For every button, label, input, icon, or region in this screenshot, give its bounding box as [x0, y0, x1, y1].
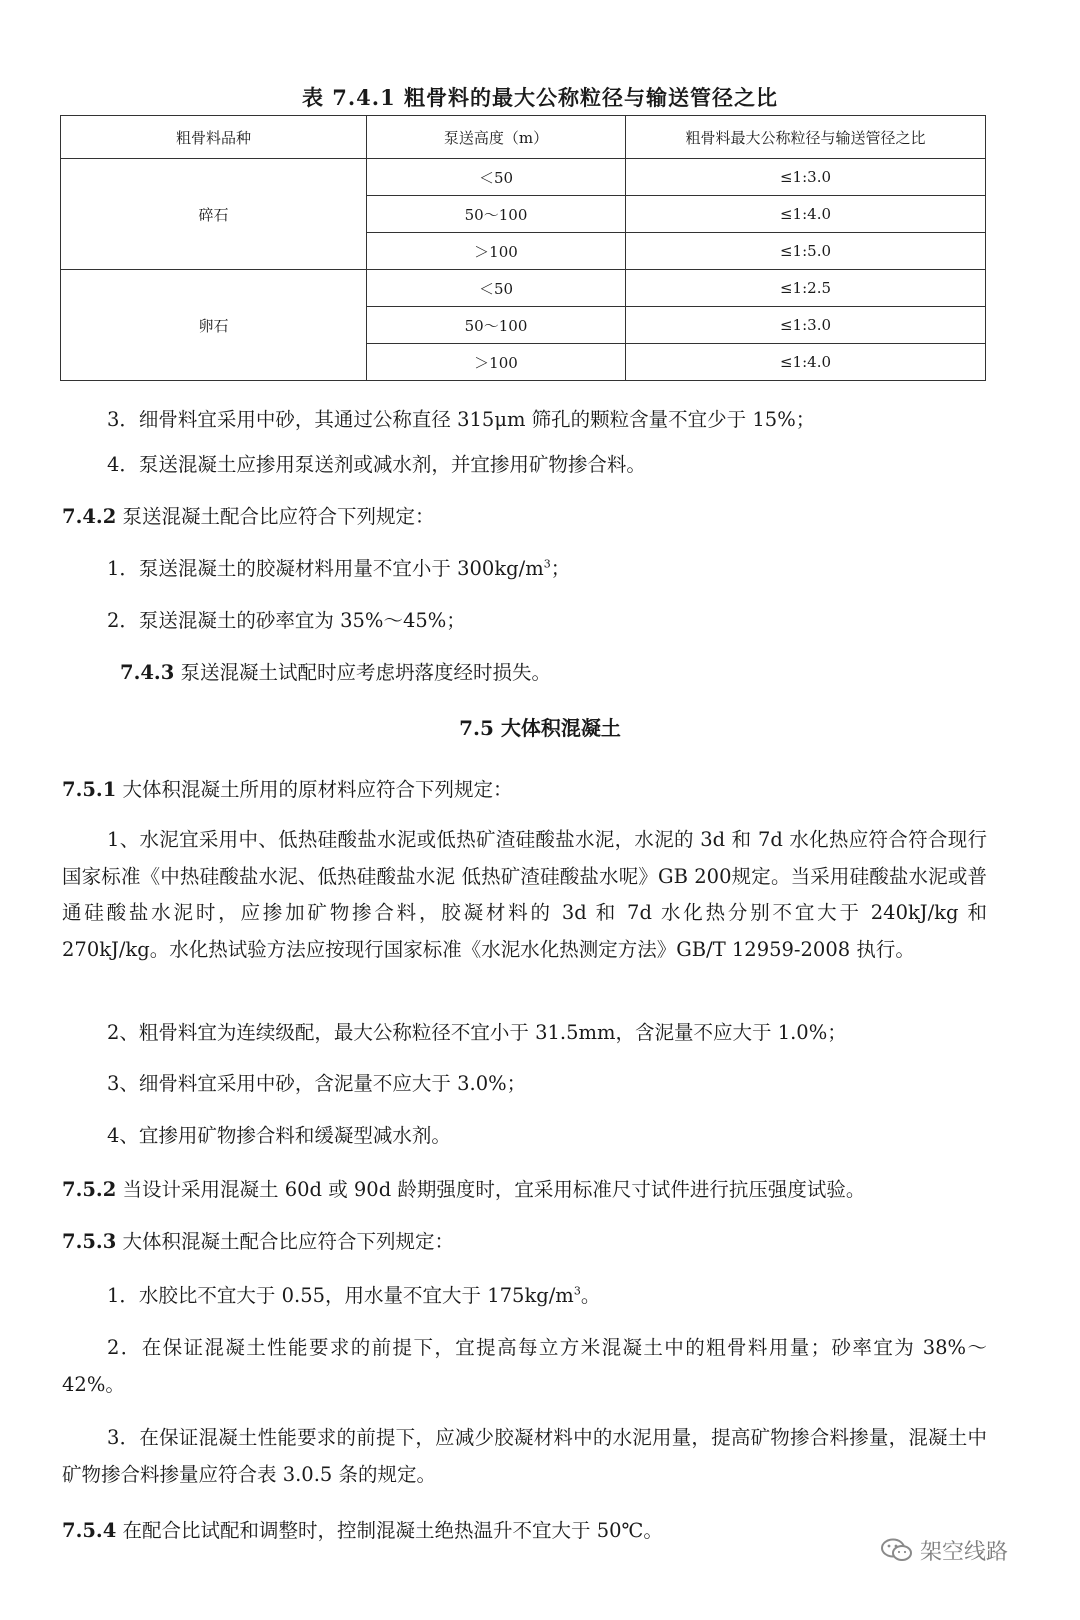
- table-title: 表 7.4.1 粗骨料的最大公称粒径与输送管径之比: [301, 85, 779, 110]
- table-header-cell: 粗骨料最大公称粒径与输送管径之比: [626, 116, 986, 159]
- clause-7-5-1-item-1: 1、水泥宜采用中、低热硅酸盐水泥或低热矿渣硅酸盐水泥，水泥的 3d 和 7d 水化热应符合符合现行国家标准《中热硅酸盐水泥、低热硅酸盐水泥 低热矿渣硅酸盐水呢》GB 200规定。当采用硅酸盐水泥或普通硅酸盐水泥时，应掺加矿物掺合料，胶凝材料的 3d 和 7d 水化热分别不宜大于 240kJ/kg 和 270kJ/kg。水化热试验方法应按现行国家标准《水泥水化热测定方法》GB/T 12959-2008 执行。: [62, 828, 987, 961]
- clause-7-5-4: [62, 1513, 663, 1549]
- clause-7-5-1: [62, 772, 513, 808]
- clause-text: 泵送混凝土配合比应符合下列规定：: [116, 505, 435, 528]
- clause-7-4-2: [62, 499, 435, 535]
- pump-height-cell: ＞100: [367, 344, 626, 381]
- pump-height-cell: 50～100: [367, 196, 626, 233]
- clause-7-4-1-item-4: 4．泵送混凝土应掺用泵送剂或减水剂，并宜掺用矿物掺合料。: [107, 453, 646, 476]
- clause-7-5-3-item-2: 2．在保证混凝土性能要求的前提下，宜提高每立方米混凝土中的粗骨料用量；砂率宜为 38%～42%。: [62, 1336, 987, 1396]
- clause-7-5-3-item-3: 3．在保证混凝土性能要求的前提下，应减少胶凝材料中的水泥用量，提高矿物掺合料掺量，混凝土中矿物掺合料掺量应符合表 3.0.5 条的规定。: [62, 1426, 987, 1486]
- ratio-cell: ≤1:3.0: [626, 159, 986, 196]
- pump-height-cell: 50～100: [367, 307, 626, 344]
- clause-item-text: ；: [550, 557, 571, 580]
- clause-7-4-1-item-3: 3．细骨料宜采用中砂，其通过公称直径 315μm 筛孔的颗粒含量不宜少于 15%；: [107, 408, 816, 431]
- clause-7-4-2-item-1: [107, 551, 570, 587]
- aggregate-type-cell: 卵石: [61, 270, 367, 381]
- clause-number: 7.5.3: [62, 1230, 117, 1253]
- ratio-cell: ≤1:5.0: [626, 233, 986, 270]
- pump-height-cell: ＜50: [367, 270, 626, 307]
- clause-number: 7.4.2: [62, 505, 117, 528]
- clause-7-4-3: [120, 655, 551, 691]
- superscript: 3: [543, 557, 551, 571]
- section-title: 7.5 大体积混凝土: [459, 716, 621, 740]
- clause-number: 7.5.1: [62, 778, 117, 801]
- ratio-cell: ≤1:4.0: [626, 344, 986, 381]
- clause-item-text: 1．泵送混凝土的胶凝材料用量不宜小于 300kg/m: [107, 557, 544, 580]
- pump-height-cell: ＞100: [367, 233, 626, 270]
- clause-7-5-2: [62, 1172, 865, 1208]
- superscript: 3: [573, 1284, 581, 1298]
- clause-item-text: 1．水胶比不宜大于 0.55，用水量不宜大于 175kg/m: [107, 1284, 574, 1307]
- aggregate-type-cell: 碎石: [61, 159, 367, 270]
- table-row: [61, 159, 986, 196]
- clause-7-5-1-item-4: 4、宜掺用矿物掺合料和缓凝型减水剂。: [107, 1124, 451, 1147]
- clause-7-4-2-item-2: 2．泵送混凝土的砂率宜为 35%～45%；: [107, 609, 466, 632]
- clause-number: 7.4.3: [120, 661, 175, 684]
- aggregate-ratio-table: [60, 115, 986, 381]
- ratio-cell: ≤1:4.0: [626, 196, 986, 233]
- clause-text: 大体积混凝土配合比应符合下列规定：: [116, 1230, 454, 1253]
- wechat-icon: [880, 1537, 914, 1563]
- table-row: [61, 270, 986, 307]
- clause-text: 泵送混凝土试配时应考虑坍落度经时损失。: [174, 661, 551, 684]
- clause-7-5-3-item-1: [107, 1278, 600, 1314]
- ratio-cell: ≤1:2.5: [626, 270, 986, 307]
- clause-text: 当设计采用混凝土 60d 或 90d 龄期强度时，宜采用标准尺寸试件进行抗压强度试验。: [116, 1178, 866, 1201]
- clause-7-5-1-item-3: 3、细骨料宜采用中砂，含泥量不应大于 3.0%；: [107, 1072, 527, 1095]
- watermark-text: 架空线路: [920, 1539, 1009, 1565]
- watermark: [880, 1530, 1020, 1570]
- table-header-cell: 粗骨料品种: [61, 116, 367, 159]
- clause-number: 7.5.4: [62, 1519, 117, 1542]
- clause-item-text: 。: [580, 1284, 601, 1307]
- ratio-cell: ≤1:3.0: [626, 307, 986, 344]
- clause-text: 在配合比试配和调整时，控制混凝土绝热温升不宜大于 50℃。: [116, 1519, 663, 1542]
- table-header-cell: 泵送高度（m）: [367, 116, 626, 159]
- clause-number: 7.5.2: [62, 1178, 117, 1201]
- clause-7-5-1-item-2: 2、粗骨料宜为连续级配，最大公称粒径不宜小于 31.5mm，含泥量不应大于 1.0%；: [107, 1021, 847, 1044]
- clause-text: 大体积混凝土所用的原材料应符合下列规定：: [116, 778, 513, 801]
- table-header-row: [61, 116, 986, 159]
- pump-height-cell: ＜50: [367, 159, 626, 196]
- clause-7-5-3: [62, 1224, 454, 1260]
